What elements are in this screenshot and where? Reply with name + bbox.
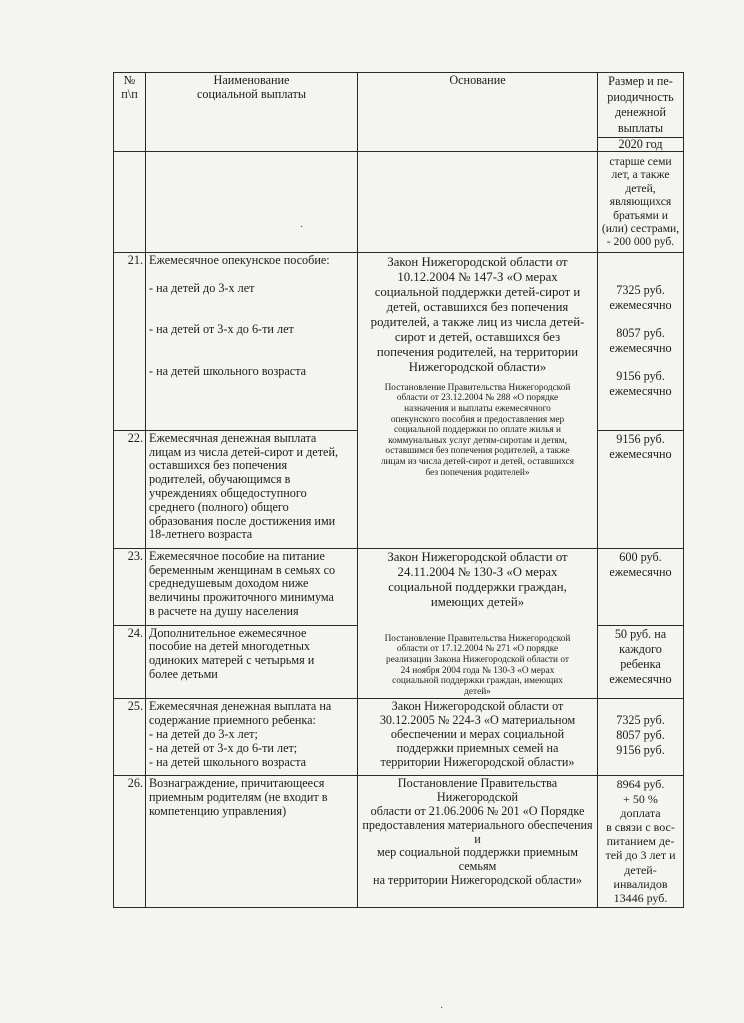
- header-basis: Основание: [358, 73, 598, 152]
- table-row: [114, 699, 684, 776]
- spacer: [361, 375, 594, 383]
- scan-speck: ·: [440, 1003, 444, 1014]
- row-name: Ежемесячное пособие на питание беременным женщинам в семьях со среднедушевым доходом ниже величины прожиточного минимума в расчете на душу населения: [146, 548, 358, 625]
- row21-title: Ежемесячное опекунское пособие:: [149, 252, 330, 267]
- row-amount: 7325 руб. 8057 руб. 9156 руб.: [598, 699, 684, 776]
- row-number: 25.: [114, 699, 146, 776]
- continued-amount: старше семи лет, а также детей, являющихся братьями и (или) сестрами, - 200 000 руб.: [598, 152, 684, 253]
- benefits-table: [113, 72, 684, 908]
- header-name: Наименование социальной выплаты: [146, 73, 358, 152]
- row-number: 26.: [114, 776, 146, 908]
- spacer: [601, 313, 680, 326]
- row-amount: 8964 руб. + 50 % доплата в связи с вос- питанием де- тей до 3 лет и детей- инвалидов 13446 руб.: [598, 776, 684, 908]
- spacer: [601, 356, 680, 369]
- cell-empty: [146, 152, 358, 253]
- row-name: [146, 252, 358, 430]
- header-amount: Размер и пе- риодичность денежной выплаты: [598, 73, 684, 138]
- row-basis: Постановление Правительства Нижегородской области от 21.06.2006 № 201 «О Порядке предоставления материального обеспечения и мер социальной поддержки приемным семьям на территории Нижегородской области»: [358, 776, 598, 908]
- row23-law: Закон Нижегородской области от 24.11.2004 № 130-З «О мерах социальной поддержки граждан, имеющих детей»: [387, 549, 568, 609]
- row21-amount1: 7325 руб. ежемесячно: [609, 282, 672, 312]
- row-number: 22.: [114, 430, 146, 548]
- row-number: 21.: [114, 252, 146, 430]
- row21-amount3: 9156 руб. ежемесячно: [609, 368, 672, 398]
- table-row: [114, 252, 684, 430]
- row-basis: [358, 252, 598, 548]
- row-basis: Закон Нижегородской области от 30.12.2005 № 224-З «О материальном обеспечении и мерах социальной поддержки приемных семей на территории Нижегородской области»: [358, 699, 598, 776]
- spacer: [149, 337, 354, 365]
- header-num: № п\п: [114, 73, 146, 152]
- row-number: 23.: [114, 548, 146, 625]
- cell-empty: [114, 152, 146, 253]
- row-name: Вознаграждение, причитающееся приемным родителям (не входит в компетенцию управления): [146, 776, 358, 908]
- spacer: [361, 610, 594, 634]
- header-year: 2020 год: [598, 138, 684, 152]
- row-amount: [598, 252, 684, 430]
- row21-sub3: - на детей школьного возраста: [149, 364, 307, 379]
- header-row: [114, 73, 684, 138]
- row21-decree: Постановление Правительства Нижегородской области от 23.12.2004 № 288 «О порядке назначения и выплаты ежемесячного опекунского пособия и предоставления мер социальной поддержки по оплате жилья и коммунальных услуг детям-сиротам и детям, оставшимся без попечения родителей, а также лицам из числа детей-сирот и детей, оставшихся без попечения родителей»: [380, 382, 575, 478]
- table-row: [114, 548, 684, 625]
- table-row: [114, 776, 684, 908]
- row21-sub2: - на детей от 3-х до 6-ти лет: [149, 322, 294, 337]
- row-amount: 9156 руб. ежемесячно: [598, 430, 684, 548]
- cell-empty: [358, 152, 598, 253]
- row21-sub1: - на детей до 3-х лет: [149, 280, 255, 295]
- spacer: [149, 268, 354, 282]
- row24-decree: Постановление Правительства Нижегородской области от 17.12.2004 № 271 «О порядке реализации Закона Нижегородской области от 24 ноября 2004 года № 130-З «О мерах социальной поддержки граждан, имеющих детей»: [384, 633, 571, 697]
- row-name: Ежемесячная денежная выплата лицам из числа детей-сирот и детей, оставшихся без попечения родителей, обучающимся в учреждениях общедоступного среднего (полного) общего образования после достижения ими 18-летнего возраста: [146, 430, 358, 548]
- row-amount: 600 руб. ежемесячно: [598, 548, 684, 625]
- table-row: [114, 152, 684, 253]
- row-name: Дополнительное ежемесячное пособие на детей многодетных одиноких матерей с четырьмя и более детьми: [146, 625, 358, 699]
- row21-amount2: 8057 руб. ежемесячно: [609, 325, 672, 355]
- scan-speck: ·: [300, 222, 304, 233]
- row-basis: [358, 548, 598, 699]
- row-name: Ежемесячная денежная выплата на содержание приемного ребенка: - на детей до 3-х лет; - на детей от 3-х до 6-ти лет; - на детей школьного возраста: [146, 699, 358, 776]
- spacer: [149, 295, 354, 323]
- row21-law: Закон Нижегородской области от 10.12.2004 № 147-З «О мерах социальной поддержки детей-сирот и детей, оставшихся без попечения родителей, а также лиц из числа детей- сирот и детей, оставшихся без попечения родителей, на территории Нижегородской области»: [370, 254, 585, 374]
- row-amount: 50 руб. на каждого ребенка ежемесячно: [598, 625, 684, 699]
- row-number: 24.: [114, 625, 146, 699]
